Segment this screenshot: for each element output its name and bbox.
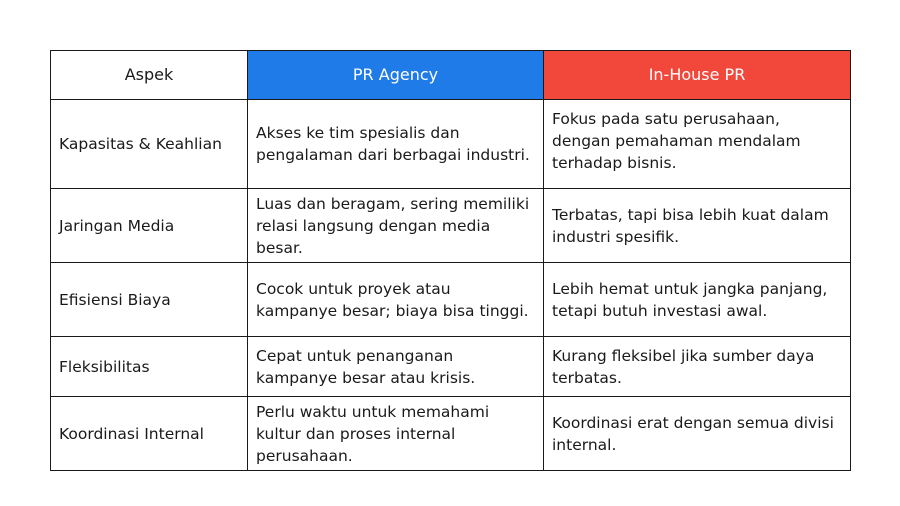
inhouse-cell: Lebih hemat untuk jangka panjang, tetapi butuh investasi awal. <box>544 263 851 337</box>
table-header-row <box>51 51 851 100</box>
header-in-house-pr: In-House PR <box>544 51 851 100</box>
table-row <box>51 397 851 471</box>
table-row <box>51 100 851 189</box>
aspect-cell: Fleksibilitas <box>51 337 248 397</box>
table-row <box>51 189 851 263</box>
inhouse-cell: Kurang fleksibel jika sumber daya terbatas. <box>544 337 851 397</box>
agency-cell: Cepat untuk penanganan kampanye besar atau krisis. <box>248 337 544 397</box>
table-row <box>51 337 851 397</box>
comparison-table <box>50 50 851 471</box>
aspect-cell: Jaringan Media <box>51 189 248 263</box>
header-pr-agency: PR Agency <box>248 51 544 100</box>
agency-cell: Cocok untuk proyek atau kampanye besar; biaya bisa tinggi. <box>248 263 544 337</box>
aspect-cell: Efisiensi Biaya <box>51 263 248 337</box>
aspect-cell: Koordinasi Internal <box>51 397 248 471</box>
inhouse-cell: Terbatas, tapi bisa lebih kuat dalam industri spesifik. <box>544 189 851 263</box>
header-aspek: Aspek <box>51 51 248 100</box>
agency-cell: Akses ke tim spesialis dan pengalaman dari berbagai industri. <box>248 100 544 189</box>
agency-cell: Perlu waktu untuk memahami kultur dan proses internal perusahaan. <box>248 397 544 471</box>
table-row <box>51 263 851 337</box>
inhouse-cell: Fokus pada satu perusahaan, dengan pemahaman mendalam terhadap bisnis. <box>544 100 851 189</box>
aspect-cell: Kapasitas & Keahlian <box>51 100 248 189</box>
agency-cell: Luas dan beragam, sering memiliki relasi langsung dengan media besar. <box>248 189 544 263</box>
inhouse-cell: Koordinasi erat dengan semua divisi internal. <box>544 397 851 471</box>
